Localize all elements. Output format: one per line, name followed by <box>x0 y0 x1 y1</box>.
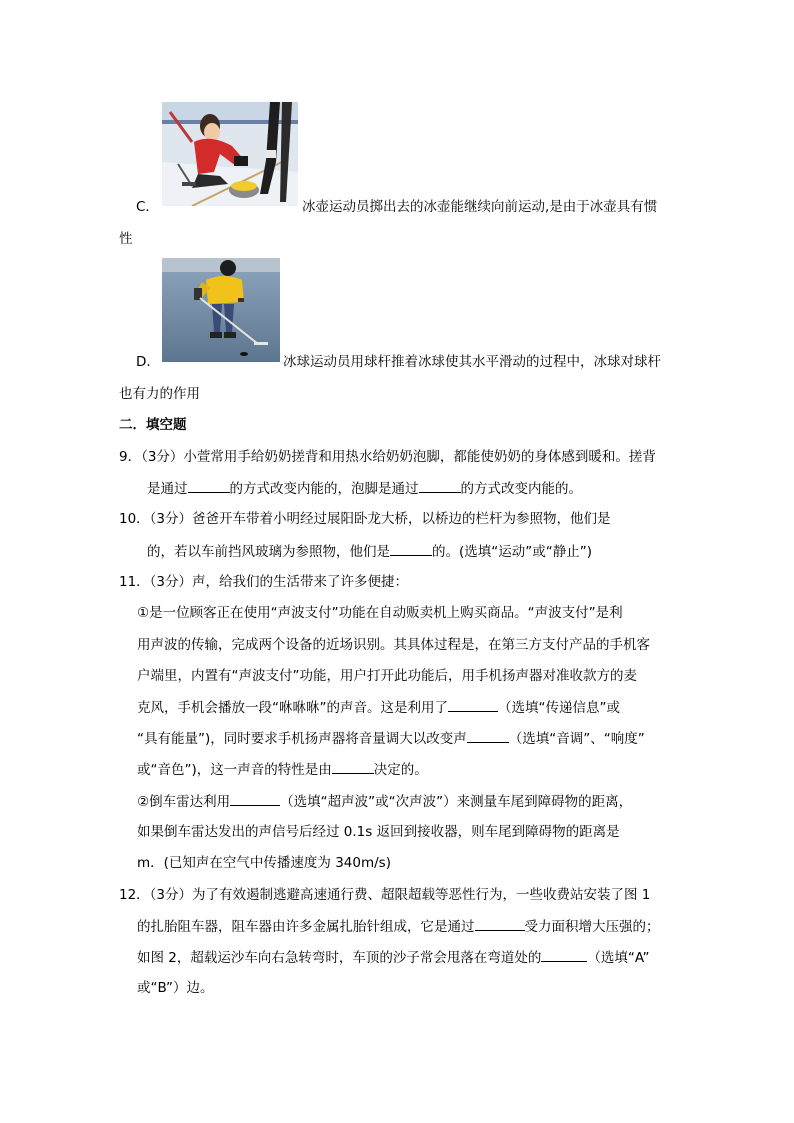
q10-text-b: 的。(选填“运动”或“静止”) <box>432 544 593 560</box>
q11-p1-line3: 户端里，内置有“声波支付”功能，用户打开此功能后，用手机扬声器对准收款方的麦 <box>137 668 637 684</box>
q11-blank-4[interactable] <box>230 791 280 806</box>
q11-blank-2[interactable] <box>467 728 509 743</box>
q10-line1: 10．（3分）爸爸开车带着小明经过展阳卧龙大桥，以桥边的栏杆为参照物，他们是 <box>119 511 611 527</box>
q12-text-b: 受力面积增大压强的； <box>524 919 660 935</box>
q12-text-d: （选填“A” <box>587 950 650 966</box>
q12-text-a: 的扎胎阻车器，阻车器由许多金属扎胎针组成，它是通过 <box>137 919 475 935</box>
q11-p2-line1 <box>137 791 632 812</box>
q11-p1-text-f: 决定的。 <box>373 762 428 778</box>
q11-line1: 11．（3分）声，给我们的生活带来了许多便捷： <box>119 574 409 590</box>
option-d-text: 冰球运动员用球杆推着冰球使其水平滑动的过程中，冰球对球杆 <box>283 354 661 370</box>
ice-hockey-image <box>162 258 280 362</box>
q9-line2 <box>147 478 582 499</box>
section-title: 二．填空题 <box>119 417 187 433</box>
option-d-text-cont: 也有力的作用 <box>119 386 200 402</box>
q11-blank-1[interactable] <box>448 697 498 712</box>
q9-text-b: 的方式改变内能的，泡脚是通过 <box>229 481 419 497</box>
q11-p1-line1: ①是一位顾客正在使用“声波支付”功能在自动贩卖机上购买商品。“声波支付”是利 <box>137 605 623 621</box>
q9-blank-1[interactable] <box>188 478 230 493</box>
q9-text-a: 是通过 <box>147 481 188 497</box>
q12-line4: 或“B”）边。 <box>137 980 214 996</box>
q12-blank-1[interactable] <box>475 916 525 931</box>
option-d-letter: D． <box>136 354 160 370</box>
q11-p2-line2: 如果倒车雷达发出的声信号后经过 0.1s 返回到接收器，则车尾到障碍物的距离是 <box>137 824 620 840</box>
q11-p1-text-a: 克风，手机会播放一段“咻咻咻”的声音。这是利用了 <box>137 700 448 716</box>
curling-image <box>162 102 298 206</box>
option-c-text-cont: 性 <box>119 231 133 247</box>
q11-p1-text-d: （选填“音调”、“响度” <box>508 731 645 747</box>
q11-p1-text-b: （选填“传递信息”或 <box>498 700 620 716</box>
q11-p1-line4 <box>137 697 620 718</box>
q10-blank-1[interactable] <box>390 541 432 556</box>
q11-p1-text-c: “具有能量”)，同时要求手机扬声器将音量调大以改变声 <box>137 731 467 747</box>
q12-text-c: 如图 2，超载运沙车向右急转弯时，车顶的沙子常会甩落在弯道处的 <box>137 950 542 966</box>
q11-p1-text-e: 或“音色”)，这一声音的特性是由 <box>137 762 332 778</box>
q11-p1-line6 <box>137 759 428 780</box>
q12-line2 <box>137 916 660 937</box>
q12-blank-2[interactable] <box>541 947 587 962</box>
q10-text-a: 的，若以车前挡风玻璃为参照物，他们是 <box>147 544 390 560</box>
q11-p1-line5 <box>137 728 645 749</box>
q9-blank-2[interactable] <box>419 478 461 493</box>
option-c-text: 冰壶运动员掷出去的冰壶能继续向前运动,是由于冰壶具有惯 <box>302 199 658 215</box>
q11-p2-text-b: （选填“超声波”或“次声波”）来测量车尾到障碍物的距离， <box>280 794 633 810</box>
option-c-letter: C． <box>136 199 159 215</box>
q12-line1: 12．（3分）为了有效遏制逃避高速通行费、超限超载等恶性行为，一些收费站安装了图 1 <box>119 887 651 903</box>
q9-line1: 9．（3分）小萱常用手给奶奶搓背和用热水给奶奶泡脚，都能使奶奶的身体感到暖和。搓背 <box>119 449 656 465</box>
q9-text-c: 的方式改变内能的。 <box>460 481 582 497</box>
q10-line2 <box>147 541 592 562</box>
q12-line3 <box>137 947 649 968</box>
q11-p1-line2: 用声波的传输，完成两个设备的近场识别。其具体过程是，在第三方支付产品的手机客 <box>137 637 650 653</box>
q11-p2-line3: m．(已知声在空气中传播速度为 340m/s) <box>137 855 391 871</box>
q11-blank-3[interactable] <box>332 759 374 774</box>
q11-p2-text-a: ②倒车雷达利用 <box>137 794 231 810</box>
